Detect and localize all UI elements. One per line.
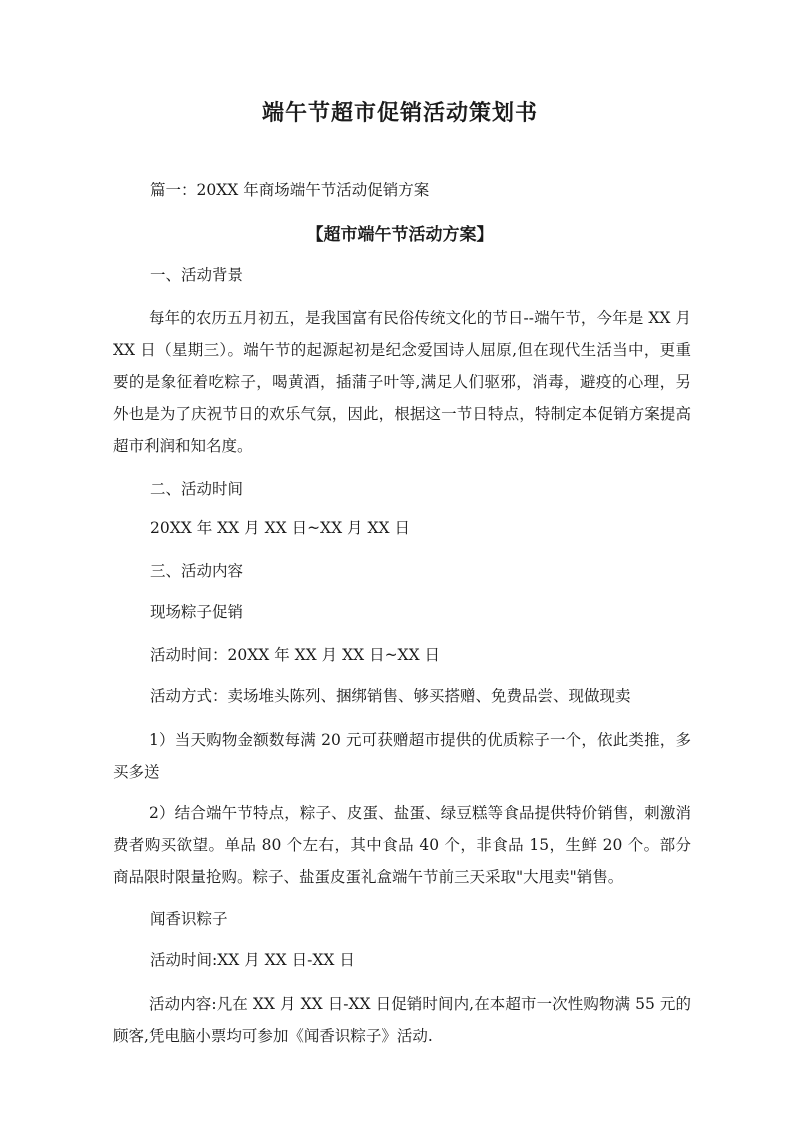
item1-point1: 1）当天购物金额数每满 20 元可获赠超市提供的优质粽子一个，依此类推，多买多送 [113,731,691,781]
item2-time: 活动时间:XX 月 XX 日-XX 日 [150,951,355,969]
section-heading-background: 一、活动背景 [150,266,244,284]
item1-time: 活动时间：20XX 年 XX 月 XX 日~XX 日 [150,646,441,664]
section-heading-content: 三、活动内容 [150,562,244,580]
plan-title: 【超市端午节活动方案】 [306,225,494,245]
item1-point2: 2）结合端午节特点，粽子、皮蛋、盐蛋、绿豆糕等食品提供特价销售，刺激消费者购买欲望。单品 80 个左右，其中食品 40 个，非食品 15，生鲜 20 个。部分商品限时限量抢购。粽子、盐蛋皮蛋礼盒端午节前三天采取"大甩卖"销售。 [113,804,691,886]
item2-content: 活动内容:凡在 XX 月 XX 日-XX 日促销时间内,在本超市一次性购物满 55 元的顾客,凭电脑小票均可参加《闻香识粽子》活动. [113,995,691,1045]
section-heading-time: 二、活动时间 [150,480,244,498]
item2-title: 闻香识粽子 [150,910,228,928]
item1-method: 活动方式：卖场堆头陈列、捆绑销售、够买搭赠、免费品尝、现做现卖 [150,687,631,705]
background-paragraph: 每年的农历五月初五，是我国富有民俗传统文化的节日--端午节，今年是 XX 月 XX 日（星期三）。端午节的起源起初是纪念爱国诗人屈原,但在现代生活当中，更重要的是象征着吃粽子，喝黄酒，插蒲子叶等,满足人们驱邪，消毒，避疫的心理，另外也是为了庆祝节日的欢乐气氛，因此，根据这一节日特点，特制定本促销方案提高超市利润和知名度。 [113,309,691,455]
document-title: 端午节超市促销活动策划书 [261,100,538,126]
article-heading: 篇一：20XX 年商场端午节活动促销方案 [150,181,430,199]
item1-title: 现场粽子促销 [150,603,244,621]
activity-period: 20XX 年 XX 月 XX 日~XX 月 XX 日 [150,519,410,537]
